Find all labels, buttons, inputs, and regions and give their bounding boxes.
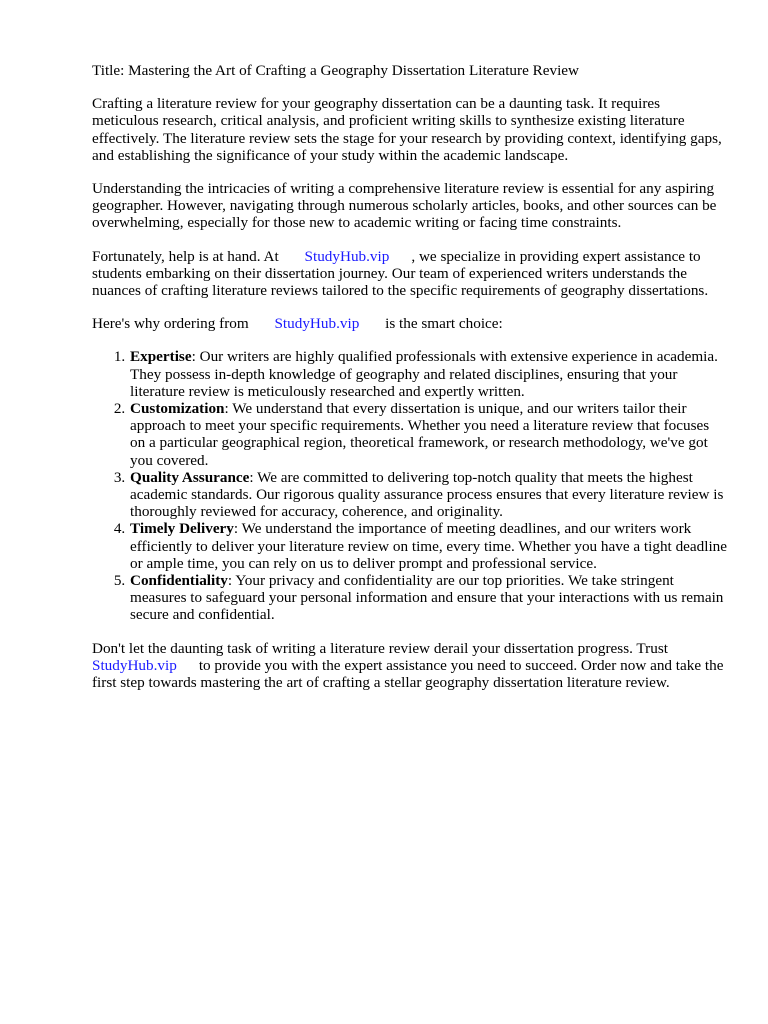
- reasons-list: [92, 348, 728, 623]
- studyhub-link[interactable]: StudyHub.vip: [274, 315, 360, 333]
- list-item: [129, 400, 728, 469]
- reason-text: : Our writers are highly qualified professionals with extensive experience in academia. They possess in-depth knowledge of geography and related disciplines, ensuring that your literature review is meticulously researched and expertly written.: [130, 348, 718, 400]
- help-paragraph: [92, 248, 728, 300]
- list-item: [129, 348, 728, 400]
- why-text-after: is the smart choice:: [385, 315, 503, 333]
- reason-text: : We understand the importance of meeting deadlines, and our writers work efficiently to deliver your literature review on time, every time. Whether you have a tight deadline or ample time, you can rely on us to deliver prompt and professional service.: [130, 520, 728, 572]
- reason-text: : Your privacy and confidentiality are our top priorities. We take stringent measures to safeguard your personal information and ensure that your interactions with us remain secure and confidential.: [130, 572, 724, 624]
- studyhub-link[interactable]: StudyHub.vip: [92, 656, 177, 674]
- help-text-before: Fortunately, help is at hand. At: [92, 247, 279, 265]
- reason-text: : We understand that every dissertation is unique, and our writers tailor their approach to meet your specific requirements. Whether you need a literature review that focuses on a particular geographical region, theoretical framework, or research methodology, we've got you covered.: [130, 400, 710, 469]
- reason-heading: Quality Assurance: [130, 468, 250, 486]
- why-paragraph: [92, 315, 728, 332]
- closing-text-after: to provide you with the expert assistance you need to succeed. Order now and take the first step towards mastering the art of crafting a stellar geography dissertation literature review.: [92, 656, 724, 692]
- why-text-before: Here's why ordering from: [92, 315, 249, 333]
- document-title: Title: Mastering the Art of Crafting a Geography Dissertation Literature Review: [92, 62, 580, 79]
- reason-heading: Confidentiality: [130, 572, 228, 590]
- list-item: [129, 572, 728, 624]
- reason-heading: Timely Delivery: [130, 520, 234, 538]
- closing-paragraph: [92, 640, 728, 692]
- intro-paragraph: Crafting a literature review for your geography dissertation can be a daunting task. It requires meticulous research, critical analysis, and proficient writing skills to synthesize existing literature effectively. The literature review sets the stage for your research by providing context, identifying gaps, and establishing the significance of your study within the academic landscape.: [92, 95, 722, 164]
- understanding-paragraph: Understanding the intricacies of writing a comprehensive literature review is essential for any aspiring geographer. However, navigating through numerous scholarly articles, books, and other sources can be overwhelming, especially for those new to academic writing or facing time constraints.: [92, 180, 717, 232]
- reason-text: : We are committed to delivering top-notch quality that meets the highest academic standards. Our rigorous quality assurance process ensures that every literature review is thoroughly reviewed for accuracy, coherence, and originality.: [130, 468, 724, 521]
- list-item: [129, 520, 728, 572]
- studyhub-link[interactable]: StudyHub.vip: [304, 247, 390, 265]
- closing-text-before: Don't let the daunting task of writing a literature review derail your dissertation progress. Trust: [92, 639, 668, 657]
- reason-heading: Expertise: [130, 348, 192, 366]
- help-text-after: , we specialize in providing expert assistance to students embarking on their dissertation journey. Our team of experienced writers understands the nuances of crafting literature reviews tailored to the specific requirements of geography dissertations.: [92, 247, 709, 300]
- reason-heading: Customization: [130, 400, 225, 418]
- list-item: [129, 469, 728, 521]
